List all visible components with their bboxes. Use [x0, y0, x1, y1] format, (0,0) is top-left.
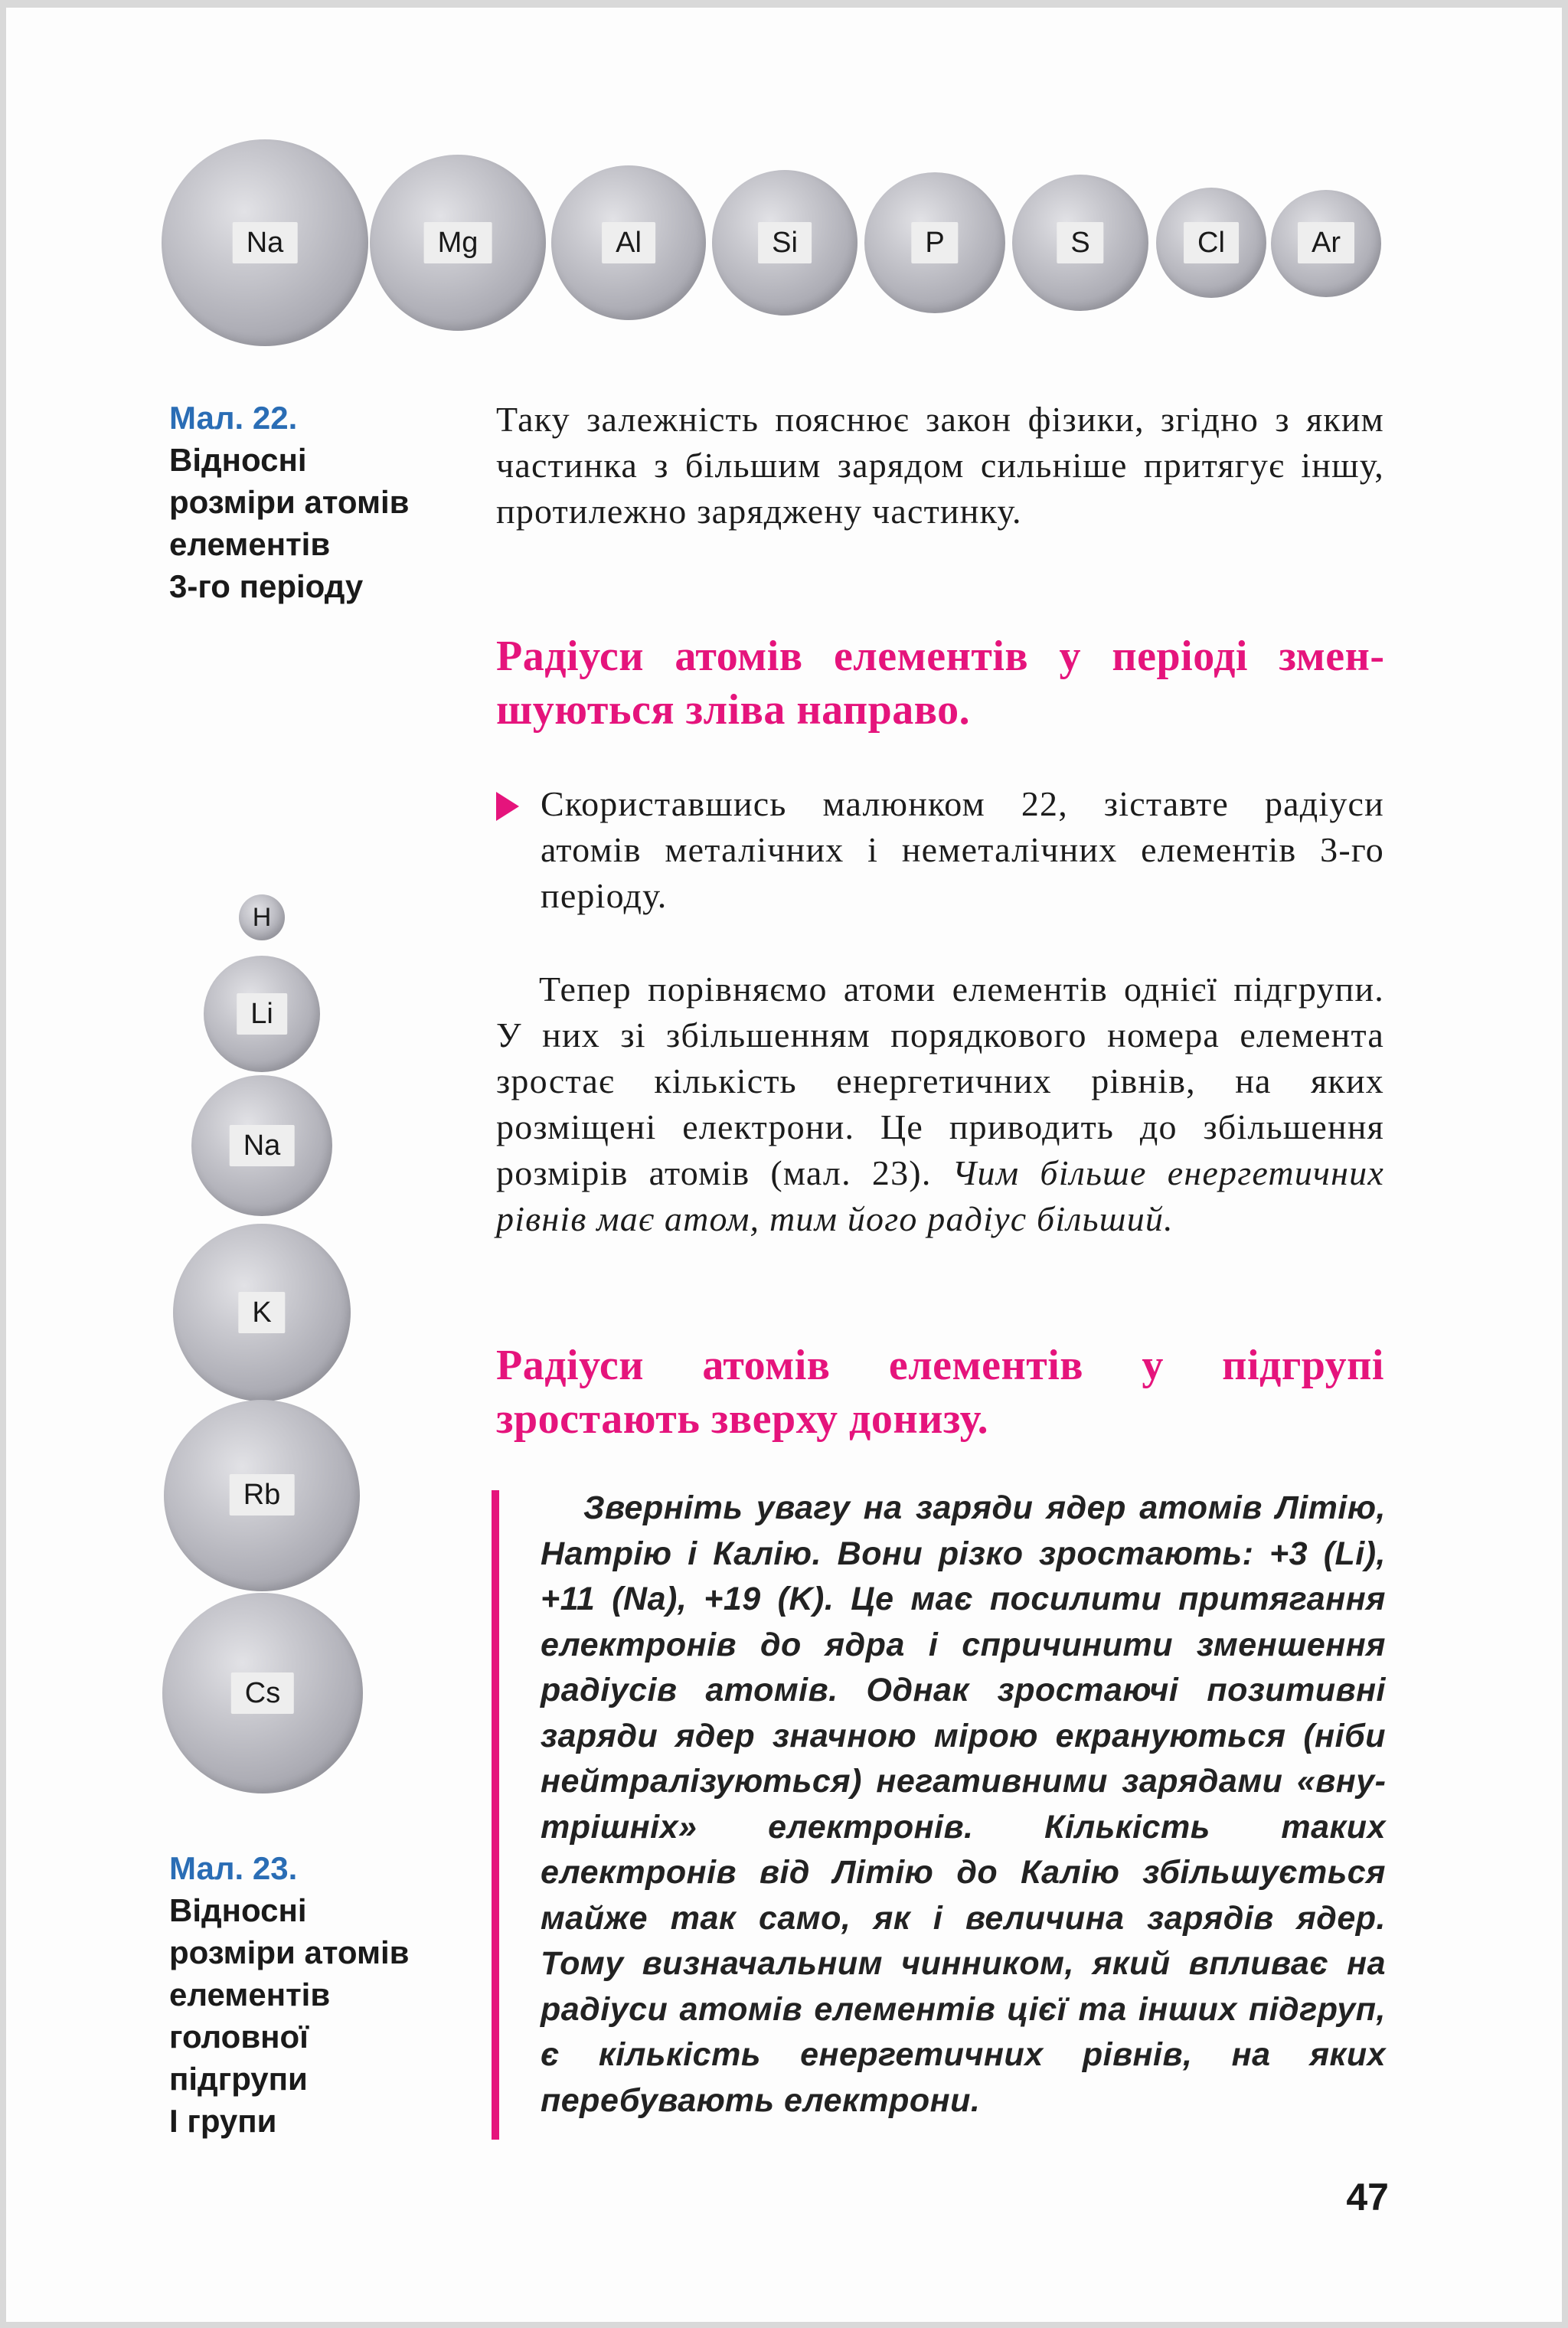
atom-symbol: Na	[230, 1125, 295, 1166]
page-number: 47	[1346, 2176, 1389, 2218]
caption-line: підгрупи	[169, 2061, 308, 2097]
rule-subgroup-radii: Радіуси атомів елементів у підгрупі зростають зверху донизу.	[496, 1342, 1384, 1443]
caption-line: Відносні	[169, 442, 307, 478]
note-accent-bar	[492, 1490, 499, 2140]
atom-symbol: Rb	[230, 1474, 295, 1515]
paragraph-subgroup-italic: Чим більше енергетичних рівнів має атом, тим його радіус більший.	[496, 1153, 1384, 1238]
paragraph-subgroup-text: Тепер порівняємо атоми елементів однієї підгрупи. У них зі збільшенням порядкового номера елемента зростає кількість енергетичних рівнів, на яких розміщені електрони. Це приводить до збільшення розмірів атомів (мал. 23).	[496, 969, 1384, 1192]
task-compare-radii	[496, 781, 1384, 919]
caption-label: Мал. 22.	[169, 400, 298, 436]
rule-period-radii: Радіуси атомів елементів у періоді зменшуються зліва направо.	[496, 633, 1384, 734]
textbook-page	[6, 8, 1562, 2322]
caption-line: елементів	[169, 526, 331, 562]
paragraph-physics-law: Таку залежність пояснює закон фізики, згідно з яким частинка з більшим зарядом сильніше притягує іншу, протилежно заряджену частинку.	[496, 400, 1384, 531]
atom-symbol: Si	[758, 222, 812, 263]
figure-23-caption	[169, 1847, 460, 2142]
atom-symbol: Li	[237, 993, 287, 1035]
atom-symbol: S	[1057, 222, 1103, 263]
atom-symbol: Cs	[231, 1672, 294, 1714]
atom-symbol: H	[252, 903, 272, 932]
atom-symbol: Mg	[424, 222, 492, 263]
caption-line: елементів	[169, 1977, 331, 2012]
atom-symbol: Na	[233, 222, 298, 263]
atom-symbol: Al	[602, 222, 655, 263]
task-text: Скориставшись малюнком 22, зіставте радіуси атомів металічних і неметалічних елементів 3-го періоду.	[541, 784, 1384, 915]
atom-symbol: K	[238, 1292, 285, 1333]
atom-symbol: Cl	[1184, 222, 1239, 263]
caption-label: Мал. 23.	[169, 1850, 298, 1886]
caption-line: розміри атомів	[169, 1934, 410, 1970]
task-triangle-icon	[496, 792, 519, 821]
atom-symbol: P	[911, 222, 958, 263]
figure-22-caption	[169, 397, 460, 607]
caption-line: 3-го періоду	[169, 568, 364, 604]
atom-symbol: Ar	[1298, 222, 1354, 263]
paragraph-subgroup	[496, 966, 1384, 1242]
caption-line: I групи	[169, 2103, 277, 2139]
caption-line: Відносні	[169, 1892, 307, 1928]
caption-line: головної	[169, 2019, 309, 2055]
note-nuclear-charge: Зверніть увагу на заряди ядер атомів Літію, Натрію і Калію. Вони різко зростають: +3 (Li), +11 (Na), +19 (K). Це має посилити притягання електронів до ядра і спричинити зменшення радіусів атомів. Однак зростаючі позитивні заряди ядер значною мірою екрануються (ніби нейтралізуються) негативними зарядами «внутрішніх» електронів. Кількість таких електронів від Літію до Калію збільшується майже так само, як і величина зарядів ядер. Тому визначальним чинником, який впливає на радіуси атомів елементів цієї та інших підгруп, є кількість енергетичних рівнів, на яких перебувають електрони.	[541, 1489, 1386, 2119]
caption-line: розміри атомів	[169, 484, 410, 520]
